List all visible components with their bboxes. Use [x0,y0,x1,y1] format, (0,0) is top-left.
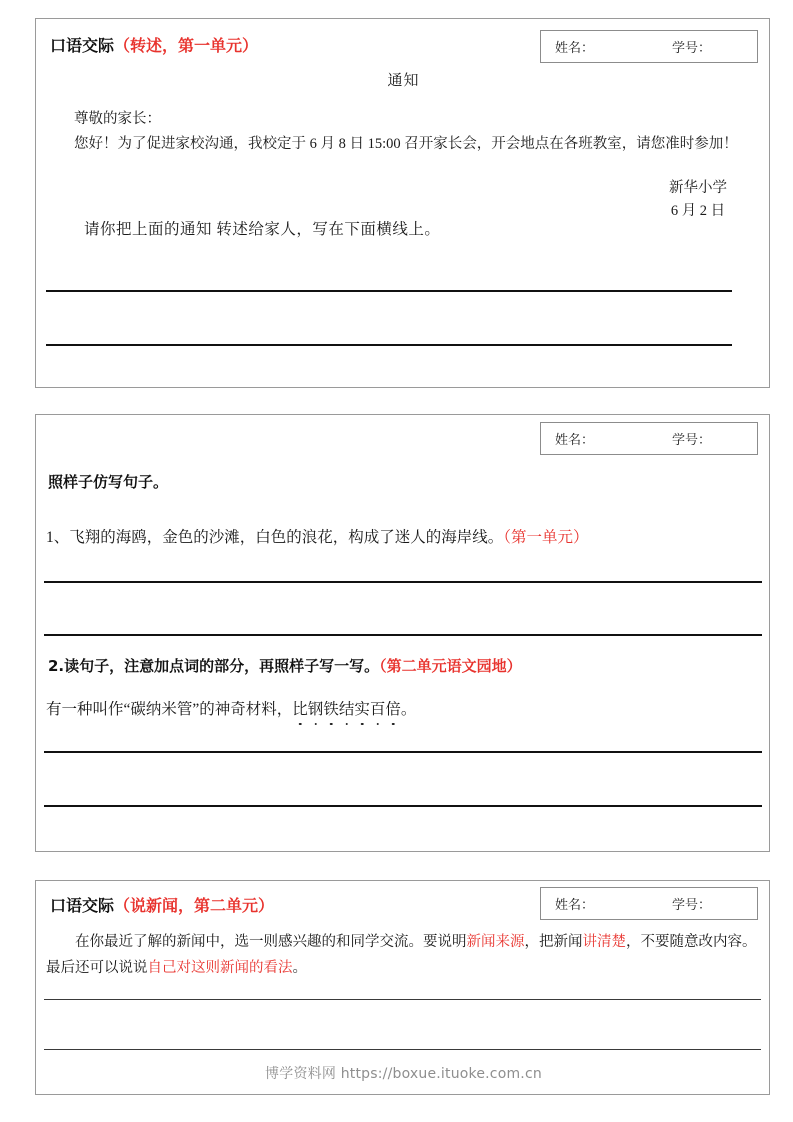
para-part-4: 。 [292,960,307,976]
section-3-title-tag: （说新闻，第二单元） [114,896,275,915]
section-2-item-1 [46,525,589,547]
para-highlight-news-source: 新闻来源 [466,934,525,950]
item-2-tail: 。 [400,701,417,718]
section-2-prompt-b [48,655,522,676]
emphasis-dot-char: 铁 [323,697,339,719]
notice-signer: 新华小学 [669,180,727,196]
name-id-box-1 [540,30,758,63]
item-2-emphasized-phrase [292,697,401,719]
section-2-prompt-b-tag: （第二单元语文园地） [379,657,522,675]
emphasis-dot-char: 钢 [308,697,324,719]
emphasis-dot-char: 实 [354,697,370,719]
item-2-lead: 有一种叫作“碳纳米管”的神奇材料， [46,701,293,718]
notice-signature [669,177,727,223]
answer-line[interactable] [44,581,762,583]
notice-salutation: 尊敬的家长： [74,111,161,127]
emphasis-dot-char: 倍 [385,697,401,719]
answer-line[interactable] [44,634,762,636]
notice-date: 6 月 2 日 [670,203,726,219]
para-highlight-explain-clearly: 讲清楚 [582,934,626,950]
name-label-2: 姓名： [555,432,595,447]
para-part-1: 在你最近了解的新闻中，选一则感兴趣的和同学交流。要说明 [75,934,467,950]
section-1-task-instruction: 请你把上面的通知 转述给家人，写在下面横线上。 [84,221,441,238]
section-3-title [50,893,274,916]
section-1-title [50,33,258,56]
para-highlight-own-view: 自己对这则新闻的看法 [147,960,293,976]
emphasis-dot-char: 百 [370,697,386,719]
section-1-title-tag: （转述，第一单元） [114,36,259,55]
name-id-box-3 [540,887,758,920]
section-2-prompt-a: 照样子仿写句子。 [48,473,169,491]
student-id-label-2: 学号： [672,432,712,447]
item-1-text: 飞翔的海鸥，金色的沙滩，白色的浪花，构成了迷人的海岸线。 [69,529,504,546]
item-1-number: 1、 [46,529,70,546]
answer-line[interactable] [44,999,761,1000]
name-label-1: 姓名： [555,40,595,55]
emphasis-dot-char: 比 [292,697,308,719]
name-label-3: 姓名： [555,897,595,912]
answer-line[interactable] [46,344,732,346]
notice-paragraph: 您好！为了促进家校沟通，我校定于 6 月 8 日 15:00 召开家长会，开会地点在各班教室，请您准时参加！ [74,136,738,152]
emphasis-dot-char: 结 [339,697,355,719]
answer-line[interactable] [44,805,762,807]
section-oral-communication-news [35,880,770,1095]
student-id-label-1: 学号： [672,40,712,55]
para-part-2: ，把新闻 [524,934,583,950]
para-part-3: ，不要随意改内容。最后还可以说说 [46,934,757,976]
item-1-unit-tag: （第一单元） [503,529,589,546]
answer-line[interactable] [44,1049,761,1050]
watermark-footer: 博学资料网 https://boxue.ituoke.com.cn [265,1066,542,1082]
answer-line[interactable] [46,290,732,292]
name-id-box-2 [540,422,758,455]
section-2-item-2 [46,697,416,719]
answer-line[interactable] [44,751,762,753]
section-2-prompt-b-main: 2.读句子，注意加点词的部分，再照样子写一写。 [48,657,380,675]
section-3-title-main: 口语交际 [50,896,115,915]
student-id-label-3: 学号： [672,897,712,912]
section-3-paragraph [46,929,762,981]
notice-body [46,107,761,157]
section-1-title-main: 口语交际 [50,36,115,55]
notice-heading: 通知 [387,73,420,89]
section-oral-communication-retell [35,18,770,388]
section-sentence-imitation [35,414,770,852]
